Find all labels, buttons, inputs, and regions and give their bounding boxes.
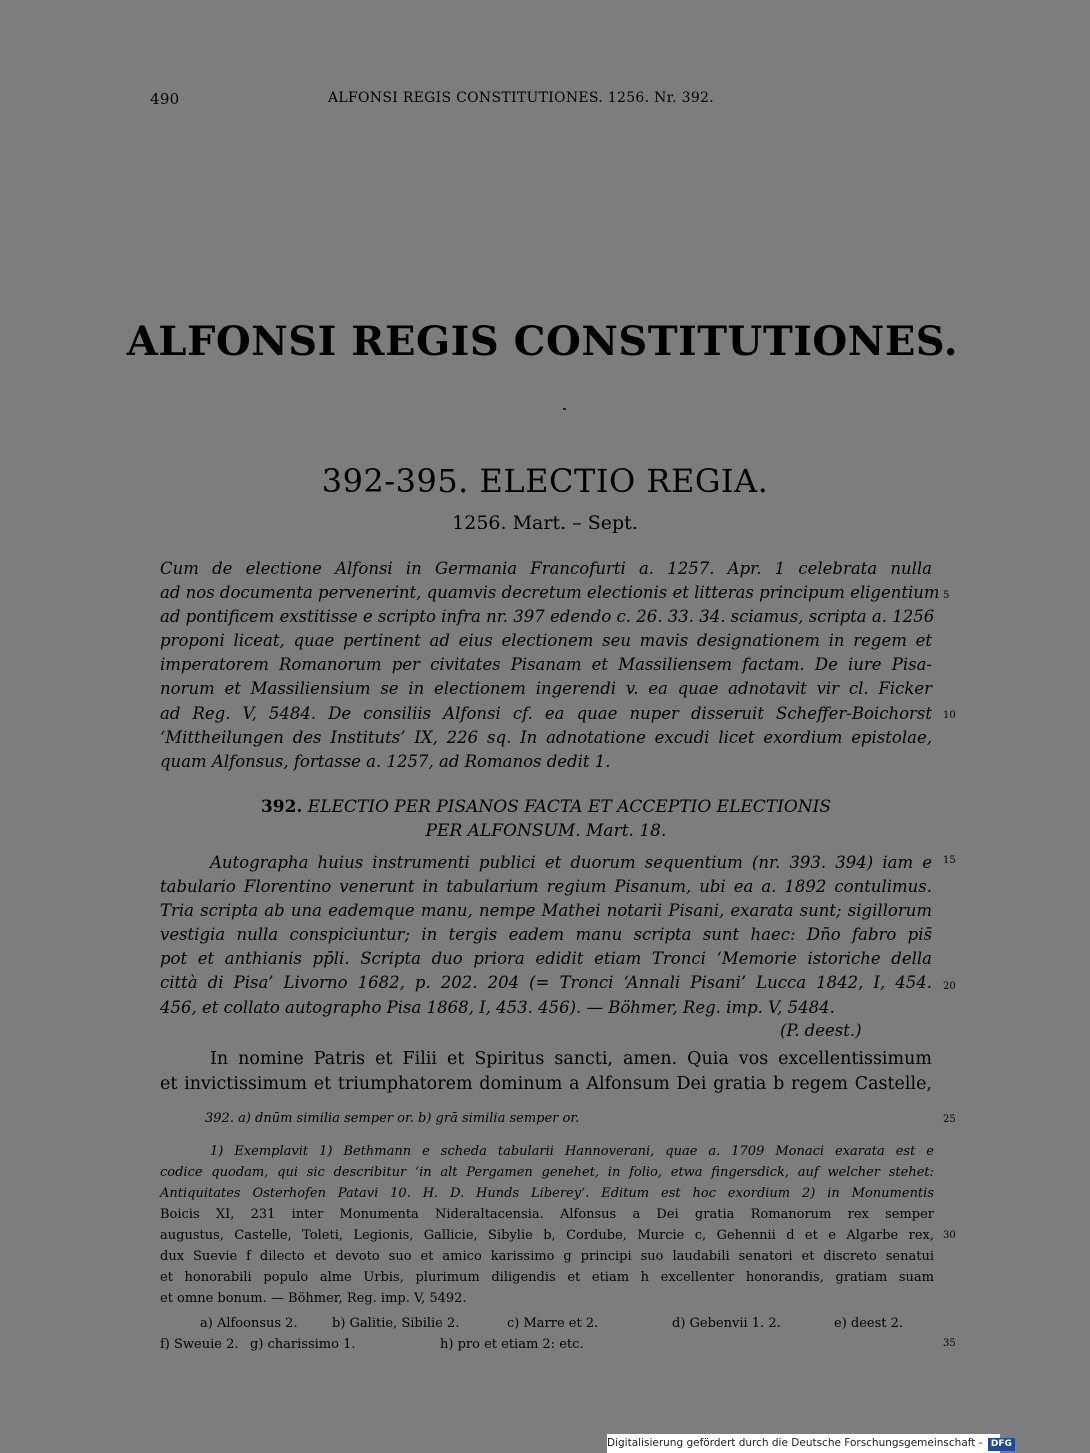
document-number: 392. — [260, 797, 303, 817]
funding-footer — [607, 1434, 1012, 1453]
ornament-dot — [563, 408, 566, 410]
margin-number: 25 — [943, 1114, 956, 1125]
note-line: Autographa huius instrumenti publici et duorum sequentium (nr. 393. 394) iam e — [210, 853, 932, 872]
footnote-line: codice quodam, qui sic describitur ‘in alt Pergamen genehet, in folio, etwa fingersdick, auf welcher stehet: — [160, 1165, 934, 1180]
document-text — [160, 1047, 932, 1097]
footnote-line: et honorabili populo alme Urbis, plurimum diligendis et etiam h excellenter honorandis, gratiam suam — [160, 1270, 934, 1285]
note-line: città di Pisa’ Livorno 1682, p. 202. 204 (= Tronci ‘Annali Pisani’ Lucca 1842, I, 454. — [160, 973, 932, 993]
footnote-line: 1) Exemplavit 1) Bethmann e scheda tabularii Hannoverani, quae a. 1709 Monaci exarata est e — [210, 1144, 934, 1159]
margin-number: 10 — [943, 710, 956, 721]
margin-number: 30 — [943, 1230, 956, 1241]
footnote-line: dux Suevie f dilecto et devoto suo et amico karissimo g principi suo laudabili senatori et discreto senatui — [160, 1249, 934, 1264]
note-line: pot et anthianis pp̄li. Scripta duo priora edidit etiam Tronci ‘Memorie istoriche della — [160, 949, 932, 969]
note-line: vestigia nulla conspiciuntur; in tergis eadem manu scripta sunt haec: Dn̄o fabro pis̄ — [160, 925, 932, 945]
intro-line: ad nos documenta pervenerint, quamvis decretum electionis et litteras principum eligentium — [160, 583, 940, 603]
intro-line: quam Alfonsus, fortasse a. 1257, ad Romanos dedit 1. — [160, 751, 611, 771]
footnote-line: et omne bonum. — Böhmer, Reg. imp. V, 5492. — [160, 1291, 467, 1306]
variant-note: d) Gebenvii 1. 2. — [672, 1316, 781, 1331]
footnote-392: 392. a) dnūm similia semper or. b) grā similia semper or. — [205, 1111, 580, 1126]
main-title: ALFONSI REGIS CONSTITUTIONES. — [126, 318, 959, 365]
text-line: et invictissimum et triumphatorem dominum a Alfonsum Dei gratia b regem Castelle, — [160, 1074, 932, 1094]
intro-line: imperatorem Romanorum per civitates Pisanam et Massiliensem factam. De iure Pisa- — [160, 655, 932, 675]
variant-row — [160, 1313, 934, 1334]
intro-line: proponi liceat, quae pertinent ad eius electionem seu mavis designationem in regem et — [160, 631, 932, 651]
intro-line: Cum de electione Alfonsi in Germania Francofurti a. 1257. Apr. 1 celebrata nulla — [160, 559, 932, 578]
intro-paragraph — [160, 557, 940, 774]
footnote-line: Antiquitates Osterhofen Patavi 10. H. D. Hunds Liberey’. Editum est hoc exordium 2) in Monumentis — [160, 1186, 934, 1201]
intro-line: ‘Mittheilungen des Instituts’ IX, 226 sq. In adnotatione excudi licet exordium epistolae, — [160, 727, 932, 747]
document-title — [160, 795, 932, 843]
section-date: 1256. Mart. – Sept. — [452, 512, 638, 534]
variant-note: a) Alfoonsus 2. — [200, 1316, 298, 1331]
p-deest: (P. deest.) — [780, 1021, 862, 1040]
variant-note: c) Marre et 2. — [507, 1316, 599, 1331]
margin-number: 15 — [943, 855, 956, 866]
variant-note: b) Galitie, Sibilie 2. — [332, 1316, 460, 1331]
variant-note: h) pro et etiam 2: etc. — [440, 1337, 584, 1352]
variant-note: e) deest 2. — [834, 1316, 904, 1331]
intro-line: ad pontificem exstitisse e scripto infra nr. 397 edendo c. 26. 33. 34. sciamus, scripta a. 1256 — [160, 607, 935, 627]
variant-note: g) charissimo 1. — [250, 1337, 356, 1352]
footnote-1 — [160, 1141, 934, 1309]
page-number: 490 — [150, 90, 180, 108]
margin-number: 5 — [943, 590, 950, 601]
margin-number: 35 — [943, 1338, 956, 1349]
footnote-line: Boicis XI, 231 inter Monumenta Nideraltacensia. Alfonsus a Dei gratia Romanorum rex semper — [160, 1207, 934, 1222]
intro-line: ad Reg. V, 5484. De consiliis Alfonsi cf. ea quae nuper disseruit Scheffer-Boichorst — [160, 703, 932, 723]
text-line: In nomine Patris et Filii et Spiritus sancti, amen. Quia vos excellentissimum — [210, 1049, 932, 1069]
document-note — [160, 851, 932, 1020]
footer-text: Digitalisierung gefördert durch die Deutsche Forschungsgemeinschaft - — [607, 1437, 983, 1449]
dfg-logo: DFG — [988, 1438, 1015, 1451]
section-title: 392-395. ELECTIO REGIA. — [321, 462, 769, 500]
variant-row — [160, 1334, 934, 1355]
note-line: Tria scripta ab una eademque manu, nempe Mathei notarii Pisani, exarata sunt; sigillorum — [160, 901, 932, 921]
footnote-line: augustus, Castelle, Toleti, Legionis, Gallicie, Sibylie b, Cordube, Murcie c, Gehennii d et e Algarbe rex, — [160, 1228, 934, 1243]
note-line: tabulario Florentino venerunt in tabularium regium Pisanum, ubi ea a. 1892 contulimus. — [160, 877, 932, 897]
document-title-line: ELECTIO PER PISANOS FACTA ET ACCEPTIO ELECTIONIS — [307, 797, 832, 817]
document-title-line: PER ALFONSUM. Mart. 18. — [425, 821, 667, 841]
margin-number: 20 — [943, 981, 956, 992]
intro-line: norum et Massiliensium se in electionem ingerendi v. ea quae adnotavit vir cl. Ficker — [160, 679, 932, 699]
note-line: 456, et collato autographo Pisa 1868, I, 453. 456). — Böhmer, Reg. imp. V, 5484. — [160, 997, 835, 1017]
variant-note: f) Sweuie 2. — [160, 1337, 239, 1352]
running-title: ALFONSI REGIS CONSTITUTIONES. 1256. Nr. 392. — [328, 90, 714, 106]
